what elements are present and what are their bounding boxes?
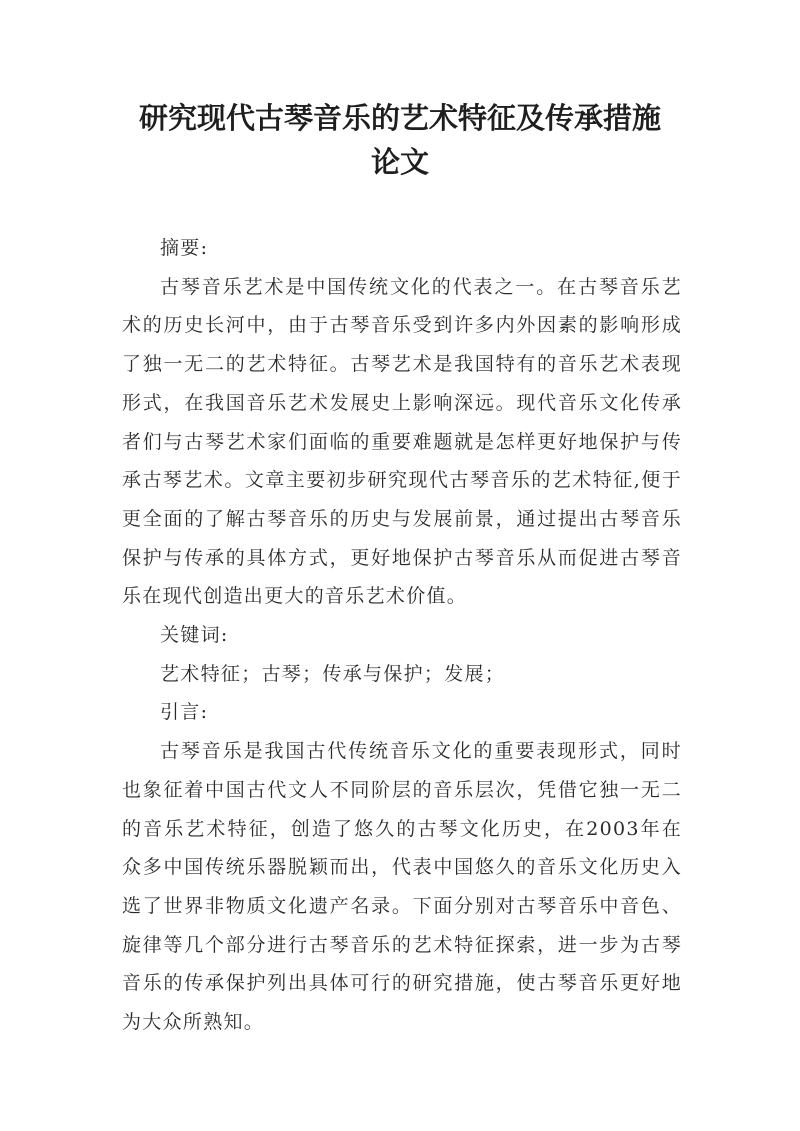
keywords-paragraph: 艺术特征；古琴；传承与保护；发展； (160, 662, 506, 685)
intro-label: 引言: (160, 701, 209, 724)
abstract-label: 摘要: (160, 237, 209, 259)
document-title (100, 96, 700, 184)
intro-paragraph: 古琴音乐是我国古代传统音乐文化的重要表现形式，同时也象征着中国古代文人不同阶层的音乐层次，凭借它独一无二的音乐艺术特征，创造了悠久的古琴文化历史，在2003年在众多中国传统乐器脱颖而出，代表中国悠久的音乐文化历史入选了世界非物质文化遗产名录。下面分别对古琴音乐中音色、旋律等几个部分进行古琴音乐的艺术特征探索，进一步为古琴音乐的传承保护列出具体可行的研究措施，使古琴音乐更好地为大众所熟知。 (122, 740, 682, 1034)
keywords-label: 关键词: (160, 624, 229, 647)
title-line-2: 论文 (370, 145, 429, 179)
title-line-1: 研究现代古琴音乐的艺术特征及传承措施 (138, 101, 661, 135)
document-body (122, 229, 682, 1042)
abstract-paragraph: 古琴音乐艺术是中国传统文化的代表之一。在古琴音乐艺术的历史长河中，由于古琴音乐受到许多内外因素的影响形成了独一无二的艺术特征。古琴艺术是我国特有的音乐艺术表现形式，在我国音乐艺术发展史上影响深远。现代音乐文化传承者们与古琴艺术家们面临的重要难题就是怎样更好地保护与传承古琴艺术。文章主要初步研究现代古琴音乐的艺术特征,便于更全面的了解古琴音乐的历史与发展前景，通过提出古琴音乐保护与传承的具体方式，更好地保护古琴音乐从而促进古琴音乐在现代创造出更大的音乐艺术价值。 (122, 275, 682, 608)
